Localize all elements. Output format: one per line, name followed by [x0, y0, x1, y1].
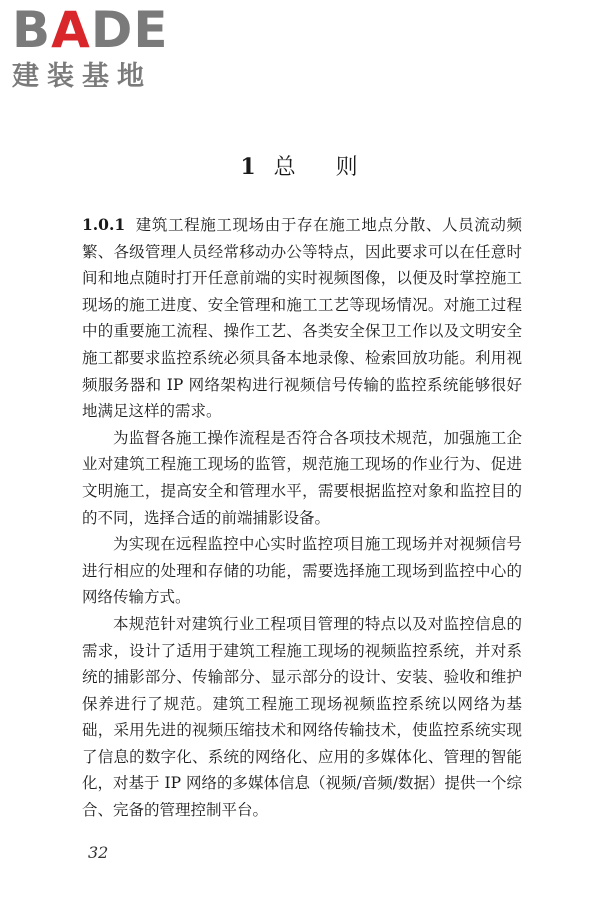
chapter-title-char-1: 总	[273, 155, 298, 180]
paragraph-4: 本规范针对建筑行业工程项目管理的特点以及对监控信息的需求，设计了适用于建筑工程施工现场的视频监控系统，并对系统的捕影部分、传输部分、显示部分的设计、安装、验收和维护保养进行了规范。建筑工程施工现场视频监控系统以网络为基础，采用先进的视频压缩技术和网络传输技术，使监控系统实现了信息的数字化、系统的网络化、应用的多媒体化、管理的智能化，对基于 IP 网络的多媒体信息（视频/音频/数据）提供一个综合、完备的管理控制平台。	[82, 614, 522, 820]
logo-letter-b: B	[12, 1, 52, 59]
body-text	[82, 212, 522, 824]
chapter-number: 1	[240, 154, 258, 180]
paragraph-1-text: 建筑工程施工现场由于存在施工地点分散、人员流动频繁、各级管理人员经常移动办公等特点，因此要求可以在任意时间和地点随时打开任意前端的实时视频图像，以便及时掌控施工现场的施工进度、安全管理和施工工艺等现场情况。对施工过程中的重要施工流程、操作工艺、各类安全保卫工作以及文明安全施工都要求监控系统必须具备本地录像、检索回放功能。利用视频服务器和 IP 网络架构进行视频信号传输的监控系统能够很好地满足这样的需求。	[82, 216, 522, 421]
logo-letters-de: DE	[90, 1, 169, 59]
paragraph-3: 为实现在远程监控中心实时监控项目施工现场并对视频信号进行相应的处理和存储的功能，需要选择施工现场到监控中心的网络传输方式。	[82, 535, 522, 607]
paragraph-1	[82, 212, 522, 425]
logo-letter-a: A	[51, 1, 91, 59]
chapter-title-char-2: 则	[335, 155, 360, 180]
logo-wordmark	[12, 1, 182, 59]
logo-chinese-text: 建装基地	[12, 61, 152, 92]
bade-logo	[12, 1, 182, 92]
clause-number: 1.0.1	[82, 215, 126, 234]
page-number: 32	[88, 843, 109, 862]
paragraph-2: 为监督各施工操作流程是否符合各项技术规范，加强施工企业对建筑工程施工现场的监管，规范施工现场的作业行为、促进文明施工，提高安全和管理水平，需要根据监控对象和监控目的的不同，选择合适的前端捕影设备。	[82, 428, 522, 527]
chapter-title	[0, 150, 600, 181]
